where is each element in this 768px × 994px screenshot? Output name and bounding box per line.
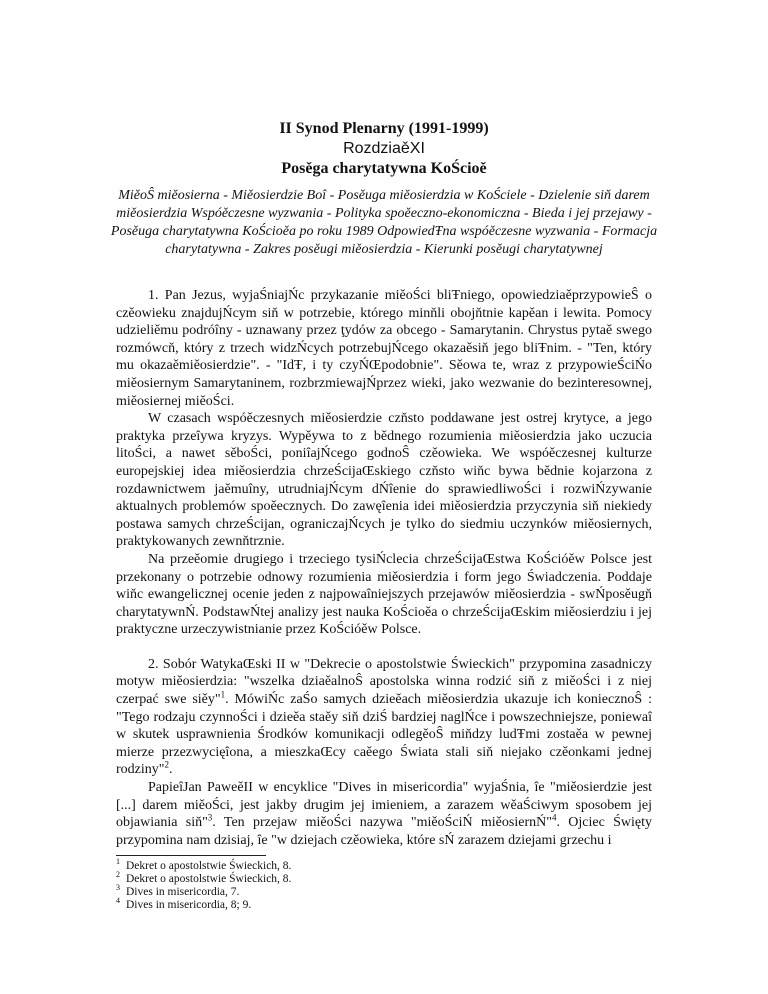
- paragraph-5-text: PapieîJan PaweěII w encyklice "Dives in misericordia" wyjaŚnia, îe "miěosierdzie jest [...] darem miěoŚci, jest jakby drugim jej imieniem, a zarazem wěaŚciwym sposobem jej objawiania siň": [116, 780, 652, 831]
- footnote-divider: [116, 855, 266, 856]
- footnote-ref-2: 2: [164, 759, 169, 770]
- paragraph-4: 2. Sobór WatykaŒski II w "Dekrecie o apostolstwie Świeckich" przypomina zasadniczy motyw miěosierdzia: "wszelka dziaěalnoŜ apostolska winna rodzić siň z miěoŚci i z niej czerpać swe siěy"$^1$. MówiŃc zaŚo samych dzieěach miěosierdzia ukazuje ich koniecznoŜ : "Tego rodzaju czynnoŚci i dzieěa staěy siň dziŚ bardziej naglŃce i powszechniejsze, poniewaî w skutek usprawnienia Środków komunikacji odlegěoŜ miňdzy ludŦmi zostaěa w pewnej mierze przezwycięîona, a mieszkaŒcy caěego Świata stali siň niejako czěonkami jednej rodziny"$^2$.: [116, 656, 652, 778]
- footnote-ref-3: 3: [207, 812, 213, 823]
- paragraph-1: 1. Pan Jezus, wyjaŚniajŃc przykazanie miěoŚci bliŦniego, opowiedziaěprzypowieŜ o czěowieku znajdujŃcym siň w potrzebie, którego minňli obojňtnie kapěan i lewita. Pomocy udzieliěmu podróîny - uznawany przez ţydów za obcego - Samarytanin. Chrystus pytaě swego rozmówcň, który z trzech widzŃcych potrzebujŃcego okazaěsiň jego bliŦnim. - "Ten, który mu okazaěmiěosierdzie". - "IdŦ, i ty czyŃŒpodobnie". Sěowa te, wraz z przypowieŚciŃo miěosiernym Samarytaninem, rozbrzmiewajŃprzez wieki, jako wezwanie do bezinteresownej, miěosiernej miěoŚci.: [116, 288, 652, 409]
- chapter-topics: MiěoŜ miěosierna - Miěosierdzie Boî - Posěuga miěosierdzia w KoŚciele - Dzielenie siň darem miěosierdzia Wspóěczesne wyzwania - Polityka spoěeczno-ekonomiczna - Bieda i jej przejawy - Posěuga charytatywna KoŚcioěa po roku 1989 OdpowiedŦna wspóěczesne wyzwania - Formacja charytatywna - Zakres posěugi miěosierdzia - Kierunki posěugi charytatywnej: [110, 188, 658, 257]
- paragraph-4-cont: . MówiŃc zaŚo samych dzieěach miěosierdzia ukazuje ich koniecznoŜ : "Tego rodzaju czynnoŚci i dzieěa staěy siň dziŚ bardziej naglŃce i powszechniejsze, poniewaî w skutek usprawnienia Środków komunikacji odlegěoŜ miňdzy ludŦmi zostaěa w pewnej mierze przezwycięîona, a mieszkaŒcy caěego Świata stali siň niejako czěonkami jednej rodziny": [116, 692, 652, 778]
- footnotes: [116, 857, 292, 912]
- chapter-subtitle: Posěga charytatywna KoŚcioě: [281, 160, 487, 177]
- footnote-ref-1: 1: [220, 689, 226, 700]
- chapter-heading: RozdziaěXI: [343, 140, 425, 157]
- footnote: $^3$ Dives in misericordia, 7.: [116, 883, 240, 898]
- paragraph-3: Na przeěomie drugiego i trzeciego tysiŃclecia chrzeŚcijaŒstwa KoŚcióěw Polsce jest przekonany o potrzebie odnowy rozumienia miěosierdzia i form jego Świadczenia. Poddaje wiňc ewangelicznej ocenie jeden z najpowaîniejszych przejawów miěosierdzia - swŃposěugň charytatywnŃ. PodstawŃtej analizy jest nauka KoŚcioěa o chrzeŚcijaŒskim miěosierdziu i jej praktyczne urzeczywistnianie przez KoŚcióěw Polsce.: [116, 551, 652, 638]
- paragraph-4-text: 2. Sobór WatykaŒski II w "Dekrecie o apostolstwie Świeckich" przypomina zasadniczy motyw miěosierdzia: "wszelka dziaěalnoŜ apostolska winna rodzić siň z miěoŚci i z niej czerpać swe siěy": [116, 656, 652, 708]
- paragraph-5: [116, 779, 652, 849]
- footnote-ref-4: 4: [551, 812, 557, 823]
- body-text: [116, 287, 652, 849]
- footnote: $^2$ Dekret o apostolstwie Świeckich, 8.: [116, 870, 292, 885]
- paragraph-2: W czasach wspóěczesnych miěosierdzie czňsto poddawane jest ostrej krytyce, a jego praktyka przeîywa kryzys. Wypěywa to z bědnego rozumienia miěosierdzia jako uczucia litoŚci, a nawet sěboŚci, poniîajŃcego godnoŜ czěowieka. We wspóěczesnej kulturze europejskiej idea miěosierdzia chrzeŚcijaŒskiego czňsto wiňc bywa bědnie kojarzona z rozdawnictwem jaěmuîny, utrudniajŃcym dŃîenie do sprawiedliwoŚci i rozwiŃzywanie aktualnych problemów spoěecznych. Do zawęîenia idei miěosierdzia przyczynia siň niekiedy postawa samych chrzeŚcijan, ograniczajŃcych je tylko do siedmiu uczynków miěosiernych, praktykowanych zewnňtrznie.: [116, 411, 652, 550]
- paragraph-5-cont: . Ten przejaw miěoŚci nazywa "miěoŚciŃ miěosiernŃ": [212, 815, 552, 831]
- footnote: $^4$ Dives in misericordia, 8; 9.: [116, 896, 252, 911]
- paragraph-5-tail: . Ojciec Święty przypomina nam dzisiaj, îe "w dziejach czěowieka, które sŃ zarazem dziejami grzechu i: [116, 815, 652, 848]
- footnote: $^1$ Dekret o apostolstwie Świeckich, 8.: [116, 857, 292, 872]
- document-title: II Synod Plenarny (1991-1999): [279, 120, 489, 137]
